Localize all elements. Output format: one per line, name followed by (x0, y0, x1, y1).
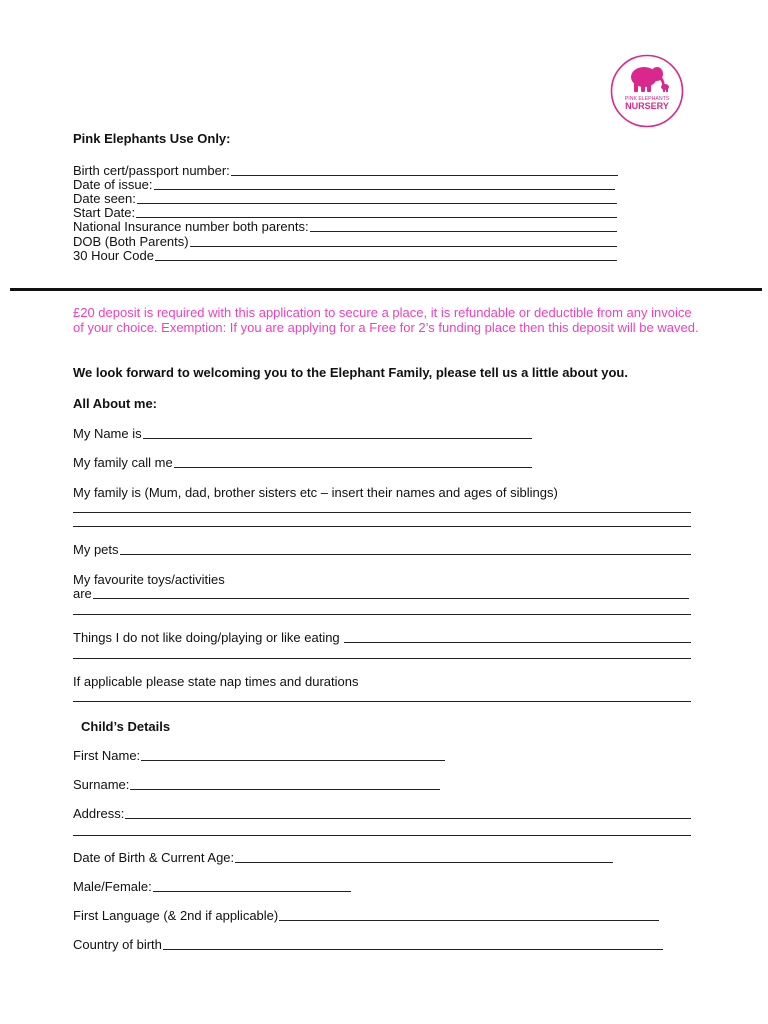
date-seen-field[interactable] (73, 191, 617, 206)
family-line-1[interactable] (73, 512, 691, 513)
logo-line2: NURSERY (625, 101, 669, 111)
childs-details-title: Child’s Details (81, 719, 171, 734)
toys-label: My favourite toys/activities (73, 572, 225, 587)
field-label: Surname: (73, 777, 130, 792)
deposit-notice: £20 deposit is required with this application to secure a place, it is refundable or deductible from any invoice of your choice. Exemption: If you are applying for a Free for 2’s funding place then this deposit will be waved. (73, 305, 699, 335)
field-label: Date of issue: (73, 177, 153, 192)
address-line-2[interactable] (73, 835, 691, 836)
field-label: First Language (& 2nd if applicable) (73, 908, 279, 923)
field-label: Country of birth (73, 937, 162, 952)
my-name-field[interactable] (73, 426, 532, 441)
family-is-label: My family is (Mum, dad, brother sisters etc – insert their names and ages of siblings) (73, 485, 558, 500)
logo-line1: PINK ELEPHANTS (624, 96, 670, 102)
first-name-field[interactable] (73, 748, 445, 763)
field-label: are (73, 586, 92, 601)
sex-field[interactable] (73, 879, 351, 894)
field-label: 30 Hour Code (73, 248, 154, 263)
nursery-logo (610, 54, 684, 128)
dob-age-field[interactable] (73, 850, 613, 865)
nap-label: If applicable please state nap times and durations (73, 674, 359, 689)
field-label: Date seen: (73, 191, 136, 206)
section-divider (10, 288, 762, 291)
toys-line-2[interactable] (73, 614, 691, 615)
field-label: Things I do not like doing/playing or like eating (73, 630, 340, 645)
family-line-2[interactable] (73, 526, 691, 527)
first-language-field[interactable] (73, 908, 659, 923)
nap-line[interactable] (73, 701, 691, 702)
field-label: Date of Birth & Current Age: (73, 850, 235, 865)
thirty-hour-code-field[interactable] (73, 248, 617, 263)
field-label: Address: (73, 806, 125, 821)
field-label: First Name: (73, 748, 141, 763)
field-label: Start Date: (73, 205, 136, 220)
dislikes-line-2[interactable] (73, 658, 691, 659)
office-use-title: Pink Elephants Use Only: (73, 131, 231, 146)
about-me-title: All About me: (73, 396, 158, 411)
surname-field[interactable] (73, 777, 440, 792)
birth-cert-field[interactable] (73, 163, 618, 178)
field-label: National Insurance number both parents: (73, 219, 309, 234)
field-label: My pets (73, 542, 119, 557)
date-of-issue-field[interactable] (73, 177, 615, 192)
field-label: Male/Female: (73, 879, 152, 894)
field-label: DOB (Both Parents) (73, 234, 189, 249)
national-insurance-field[interactable] (73, 219, 617, 234)
family-call-me-field[interactable] (73, 455, 532, 470)
my-pets-field[interactable] (73, 542, 691, 557)
address-field[interactable] (73, 806, 691, 821)
start-date-field[interactable] (73, 205, 617, 220)
toys-field[interactable] (73, 586, 689, 601)
dislikes-field[interactable] (73, 630, 691, 645)
field-label: Birth cert/passport number: (73, 163, 230, 178)
field-label: My Name is (73, 426, 142, 441)
field-label: My family call me (73, 455, 173, 470)
parents-dob-field[interactable] (73, 234, 617, 249)
welcome-text: We look forward to welcoming you to the Elephant Family, please tell us a little about you. (73, 365, 628, 380)
country-of-birth-field[interactable] (73, 937, 663, 952)
